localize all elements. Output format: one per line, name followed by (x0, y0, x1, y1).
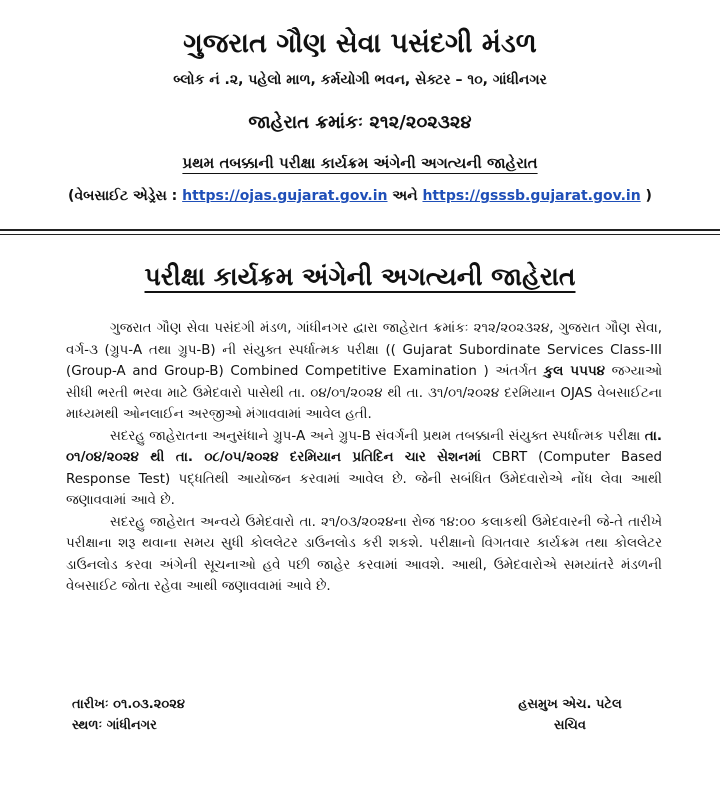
notice-subject-text: પ્રથમ તબક્કાની પરીક્ષા કાર્યક્રમ અંગેની અગત્યની જાહેરાત (182, 154, 538, 172)
signature-block (500, 694, 640, 736)
signatory-name: હસમુખ એચ. પટેલ (518, 697, 622, 712)
website-and: અને (392, 188, 418, 204)
p1-text-a: ગુજરાત ગૌણ સેવા પસંદગી મંડળ, ગાંધીનગર દ્વારા જાહેરાત ક્રમાંકઃ ૨૧૨/૨૦૨૩૨૪, ગુજરાત ગૌણ સેવા, વર્ગ-૩ (ગ્રુપ-A તથા ગ્રુપ-B) ની સંયુક્ત સ્પર્ધાત્મક પરીક્ષા (( Gujarat Subordinate Services Class-III (Group-A and Group-B) Combined Competitive Examination ) અંતર્ગત (66, 321, 662, 379)
divider-thick (0, 229, 720, 231)
org-name: ગુજરાત ગૌણ સેવા પસંદગી મંડળ (183, 28, 537, 59)
issue-date: તારીખઃ ૦૧.૦૩.૨૦૨૪ (72, 697, 185, 712)
website-suffix: ) (645, 188, 652, 204)
office-address: બ્લોક નં .૨, પહેલો માળ, કર્મયોગી ભવન, સેક્ટર – ૧૦, ગાંધીનગર (173, 72, 547, 88)
ojas-link[interactable]: https://ojas.gujarat.gov.in (182, 188, 388, 204)
website-prefix: (વેબસાઈટ એડ્રેસ : (68, 188, 178, 204)
p1-bold: કુલ ૫૫૫૪ (543, 364, 605, 379)
p2-text-a: સદરહુ જાહેરાતના અનુસંધાને ગ્રુપ-A અને ગ્રુપ-B સંવર્ગની પ્રથમ તબક્કાની સંયુક્ત સ્પર્ધાત્મક પરીક્ષા (110, 428, 641, 444)
notice-body (66, 318, 662, 598)
paragraph-3: સદરહુ જાહેરાત અન્વયે ઉમેદવારો તા. ૨૧/૦૩/૨૦૨૪ના રોજ ૧૪:૦૦ કલાકથી ઉમેદવારની જે-તે તારીખે પરીક્ષાના શરૂ થવાના સમય સુધી કોલલેટર ડાઉનલોડ કરી શકશે. પરીક્ષાનો વિગતવાર કાર્યક્રમ તથા કોલલેટર ડાઉનલોડ કરવા અંગેની સૂચનાઓ હવે પછી જાહેર કરવામાં આવશે. આથી, ઉમેદવારોએ સમયાંતરે મંડળની વેબસાઈટ જોતા રહેવા આથી જણાવવામાં આવે છે. (66, 514, 662, 594)
p2-text-b: CBRT (Computer Based Response Test) પદ્ધતિથી આયોજન કરવામાં આવેલ છે. જેની સબંધિત ઉમેદવારોએ નોંધ લેવા આથી જણાવવામાં આવે છે. (66, 450, 662, 508)
p2-bold: તા. ૦૧/૦૪/૨૦૨૪ થી તા. ૦૮/૦૫/૨૦૨૪ દરમિયાન પ્રતિદિન ચાર સેશનમાં (66, 428, 662, 465)
paragraph-1 (66, 318, 662, 426)
website-line (0, 188, 720, 204)
paragraph-2 (66, 426, 662, 512)
gsssb-link[interactable]: https://gsssb.gujarat.gov.in (422, 188, 641, 204)
divider-thin (0, 234, 720, 235)
notice-title-text: પરીક્ષા કાર્યક્રમ અંગેની અગત્યની જાહેરાત (144, 262, 576, 291)
notice-subject (0, 154, 720, 172)
date-place (72, 694, 185, 736)
advertisement-number: જાહેરાત ક્રમાંકઃ ૨૧૨/૨૦૨૩૨૪ (248, 112, 472, 133)
p1-text-b: જગ્યાઓ સીધી ભરતી ભરવા માટે ઉમેદવારો પાસેથી તા. ૦૪/૦૧/૨૦૨૪ થી તા. ૩૧/૦૧/૨૦૨૪ દરમિયાન OJAS વેબસાઈટના માધ્યમથી ઓનલાઈન અરજીઓ મંગાવવામાં આવેલ હતી. (66, 364, 662, 422)
issue-place: સ્થળઃ ગાંધીનગર (72, 718, 157, 733)
notice-title (0, 262, 720, 292)
signatory-designation: સચિવ (554, 718, 586, 733)
